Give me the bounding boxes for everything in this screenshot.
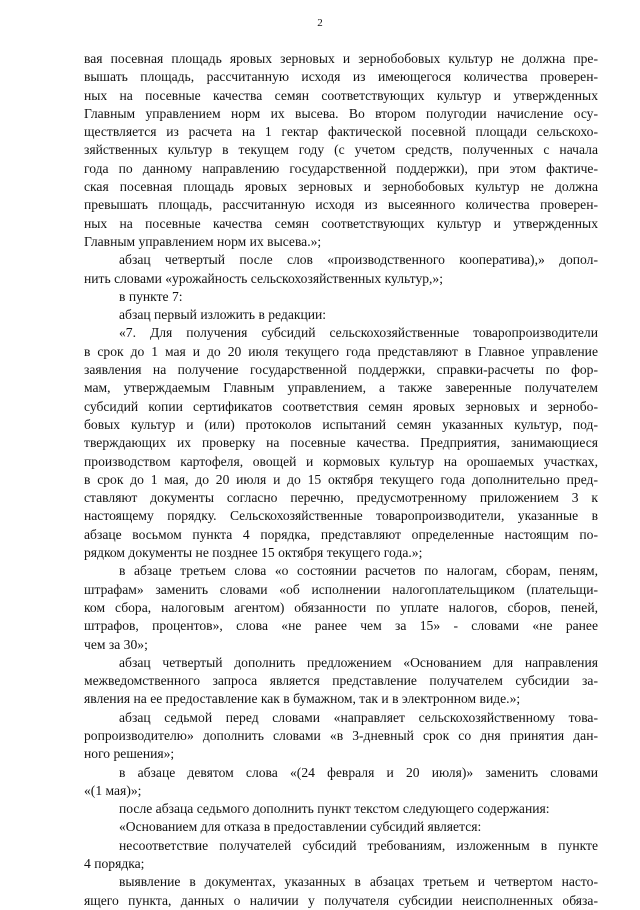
text-line: производством картофеля, овощей и кормовых культур на орошаемых участках, <box>84 453 598 469</box>
text-line: ного решения»; <box>84 746 175 762</box>
text-line: в срок до 1 мая, до 20 июля и до 15 октября текущего года дополнительно пред- <box>84 471 598 487</box>
text-line: абзац четвертый дополнить предложением «Основанием для направления <box>119 654 598 670</box>
text-line: ком сбора, налоговым агентом) обязанности по уплате налогов, сборов, пеней, <box>84 599 598 615</box>
text-line: ных на посевные качества семян соответствующих культур и утвержденных <box>84 215 598 231</box>
text-line: ществляется из расчета на 1 гектар фактической посевной площади сельскохо- <box>84 124 598 140</box>
text-line: штрафов, процентов», слова «не ранее чем за 15» - словами «не ранее <box>84 618 598 634</box>
text-line: несоответствие получателей субсидий требованиям, изложенным в пункте <box>119 837 598 853</box>
text-line: в абзаце третьем слова «о состоянии расчетов по налогам, сборам, пеням, <box>119 563 598 579</box>
page-number: 2 <box>317 17 323 29</box>
text-line: настоящему порядку. Сельскохозяйственные товаропроизводители, указанные в <box>84 508 598 524</box>
text-line: абзаце восьмом пункта 4 порядка, представляют определенные настоящим по- <box>84 526 598 542</box>
text-line: абзац седьмой перед словами «направляет сельскохозяйственному това- <box>119 709 598 725</box>
text-line: ящего пункта, данных о наличии у получателя субсидии неисполненных обяза- <box>84 892 598 908</box>
text-line: явления на ее предоставление как в бумажном, так и в электронном виде.»; <box>84 691 521 707</box>
text-line: ская посевная площадь яровых зерновых и зернобобовых культур не должна <box>84 179 598 195</box>
text-line: года по данному направлению государственной поддержки), при этом фактиче- <box>84 160 598 176</box>
text-line: Главным управлением норм их высева. Во втором полугодии начисление осу- <box>84 105 598 121</box>
text-line: субсидий копии сертификатов соответствия семян яровых зерновых и зернобо- <box>84 398 598 414</box>
text-line: «7. Для получения субсидий сельскохозяйственные товаропроизводители <box>119 325 598 341</box>
text-line: ропроизводителю» дополнить словами «в 3-дневный срок со дня принятия дан- <box>84 727 598 743</box>
text-line: в абзаце девятом слова «(24 февраля и 20 июля)» заменить словами <box>119 764 598 780</box>
text-line: зяйственных культур в текущем году (с учетом средств, полученных с начала <box>84 142 598 158</box>
text-line: после абзаца седьмого дополнить пункт текстом следующего содержания: <box>119 801 550 817</box>
document-body <box>84 50 598 910</box>
text-line: мам, утверждаемым Главным управлением, а также заверенные получателем <box>84 380 598 396</box>
text-line: «Основанием для отказа в предоставлении субсидий является: <box>119 819 482 835</box>
text-line: в пункте 7: <box>119 288 183 304</box>
text-line: превышать площадь, рассчитанную исходя из высеянного количества проверен- <box>84 197 598 213</box>
text-line: «(1 мая)»; <box>84 782 142 798</box>
text-line: Главным управлением норм их высева.»; <box>84 233 322 249</box>
text-line: 4 порядка; <box>84 856 145 872</box>
text-line: вышать площадь, рассчитанную исходя из имеющегося количества проверен- <box>84 69 598 85</box>
text-line: вая посевная площадь яровых зерновых и зернобобовых культур не должна пре- <box>84 51 598 66</box>
text-line: абзац первый изложить в редакции: <box>119 307 327 323</box>
text-line: межведомственного запроса является представление получателем субсидии за- <box>84 673 598 689</box>
text-line: штрафам» заменить словами «об исполнении налогоплательщиком (плательщи- <box>84 581 598 597</box>
text-line: ставляют документы согласно перечню, предусмотренному приложением 3 к <box>84 490 598 506</box>
text-line: выявление в документах, указанных в абзацах третьем и четвертом насто- <box>119 874 598 890</box>
text-line: рядком документы не позднее 15 октября текущего года.»; <box>84 545 423 561</box>
text-line: нить словами «урожайность сельскохозяйственных культур,»; <box>84 270 444 286</box>
text-line: чем за 30»; <box>84 636 148 652</box>
text-line: абзац четвертый после слов «производственного кооператива),» допол- <box>119 252 598 268</box>
text-line: тверждающих их проверку на посевные качества. Предприятия, занимающиеся <box>84 435 598 451</box>
text-line: бовых культур и (или) протоколов испытаний семян указанных культур, под- <box>84 416 598 432</box>
text-line: заявления на получение государственной поддержки, справки-расчеты по фор- <box>84 362 598 378</box>
text-line: в срок до 1 мая и до 20 июля текущего года представляют в Главное управление <box>84 343 598 359</box>
text-line: ных на посевные качества семян соответствующих культур и утвержденных <box>84 87 598 103</box>
